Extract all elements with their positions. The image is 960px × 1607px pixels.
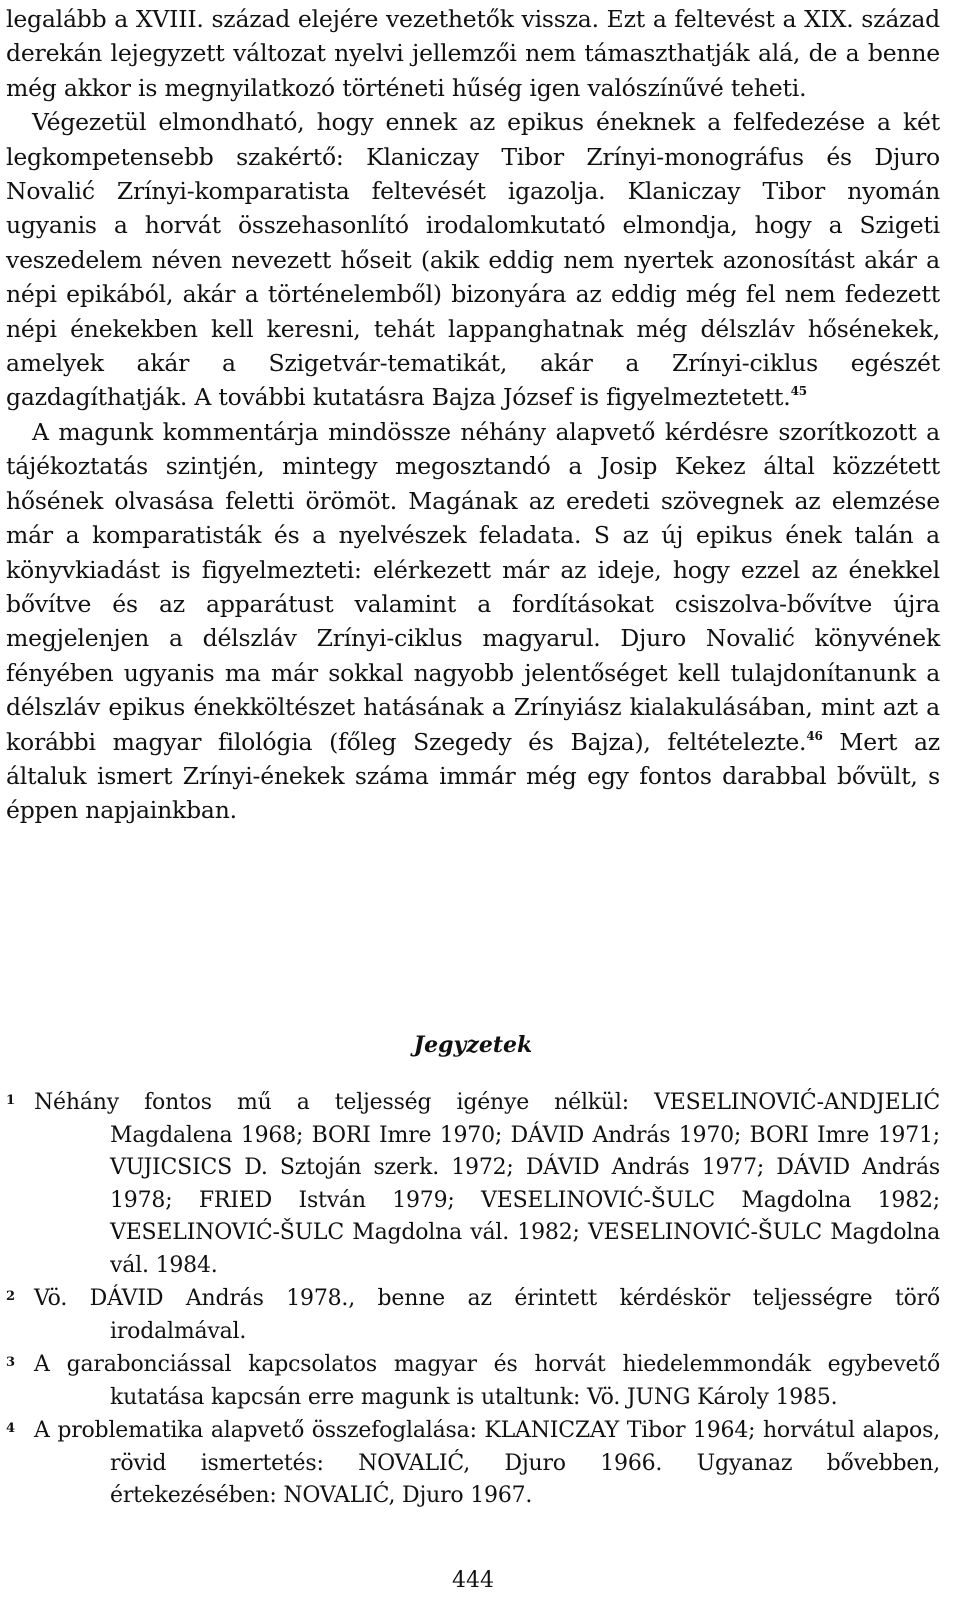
body-paragraph xyxy=(6,415,940,828)
note-item xyxy=(6,1415,940,1513)
note-text: A garabonciással kapcsolatos magyar és horvát hiedelemmondák egybevető kutatása kapcsán erre magunk is utaltunk: Vö. JUNG Károly 1985. xyxy=(34,1352,940,1410)
note-item xyxy=(6,1349,940,1414)
paragraph-text: Mert az általuk ismert Zrínyi-énekek száma immár még egy fontos darabbal bővült, s éppen napjainkban. xyxy=(6,727,940,825)
footnote-ref: 45 xyxy=(790,384,807,399)
notes-heading: Jegyzetek xyxy=(413,1032,533,1058)
note-item xyxy=(6,1283,940,1348)
note-item xyxy=(6,1087,940,1282)
note-text: A problematika alapvető összefoglalása: KLANICZAY Tibor 1964; horvátul alapos, rövid ismertetés: NOVALIĆ, Djuro 1966. Ugyanaz bővebben, értekezésében: NOVALIĆ, Djuro 1967. xyxy=(34,1418,940,1508)
note-number: 2 xyxy=(6,1289,15,1304)
note-text: Vö. DÁVID András 1978., benne az érintett kérdéskör teljességre törő irodalmával. xyxy=(34,1286,940,1344)
footnote-ref: 46 xyxy=(806,728,823,743)
body-paragraph: legalább a XVIII. század elejére vezethetők vissza. Ezt a feltevést a XIX. század derekán lejegyzett változat nyelvi jellemzői nem támaszthatják alá, de a benne még akkor is megnyilatkozó történeti hűség igen valószínűvé teheti. xyxy=(6,5,940,102)
paragraph-text: Végezetül elmondható, hogy ennek az epikus éneknek a felfedezése a két legkompetensebb szakértő: Klaniczay Tibor Zrínyi-monográfus és Djuro Novalić Zrínyi-komparatista feltevését igazolja. Klaniczay Tibor nyomán ugyanis a horvát összehasonlító irodalomkutató elmondja, hogy a Szigeti veszedelem néven nevezett hőseit (akik eddig nem nyertek azonosítást akár a népi epikából, akár a történelemből) bizonyára az eddig még fel nem fedezett népi énekekben kell keresni, tehát lappanghatnak még délszláv hősénekek, amelyek akár a Szigetvár-tematikát, akár a Zrínyi-ciklus egészét gazdagíthatják. A további kutatásra Bajza József is figyelmeztetett. xyxy=(6,108,940,412)
notes-list xyxy=(6,1087,940,1514)
page-number: 444 xyxy=(452,1568,494,1593)
note-number: 3 xyxy=(6,1355,15,1370)
paragraph-text: A magunk kommentárja mindössze néhány alapvető kérdésre szorítkozott a tájékoztatás szintjén, mintegy megosztandó a Josip Kekez által közzétett hősének olvasása feletti örömöt. Magának az eredeti szövegnek az elemzése már a komparatisták és a nyelvészek feladata. S az új epikus ének talán a könyvkiadást is figyelmezteti: elérkezett már az ideje, hogy ezzel az énekkel bővítve és az apparátust valamint a fordításokat csiszolva-bővítve újra megjelenjen a délszláv Zrínyi-ciklus magyarul. Djuro Novalić könyvének fényében ugyanis ma már sokkal nagyobb jelentőséget kell tulajdonítanunk a délszláv epikus énekköltészet hatásának a Zrínyiász kialakulásában, mint azt a korábbi magyar filológia (főleg Szegedy és Bajza), feltételezte. xyxy=(6,417,940,756)
note-number: 4 xyxy=(6,1421,15,1436)
page-body xyxy=(6,2,940,1593)
body-paragraph xyxy=(6,105,940,415)
note-number: 1 xyxy=(6,1093,15,1108)
note-text: Néhány fontos mű a teljesség igénye nélkül: VESELINOVIĆ-ANDJELIĆ Magdalena 1968; BORI Imre 1970; DÁVID András 1970; BORI Imre 1971; VUJICSICS D. Sztoján szerk. 1972; DÁVID András 1977; DÁVID András 1978; FRIED István 1979; VESELINOVIĆ-ŠULC Magdolna 1982; VESELINOVIĆ-ŠULC Magdolna vál. 1982; VESELINOVIĆ-ŠULC Magdolna vál. 1984. xyxy=(34,1090,940,1278)
